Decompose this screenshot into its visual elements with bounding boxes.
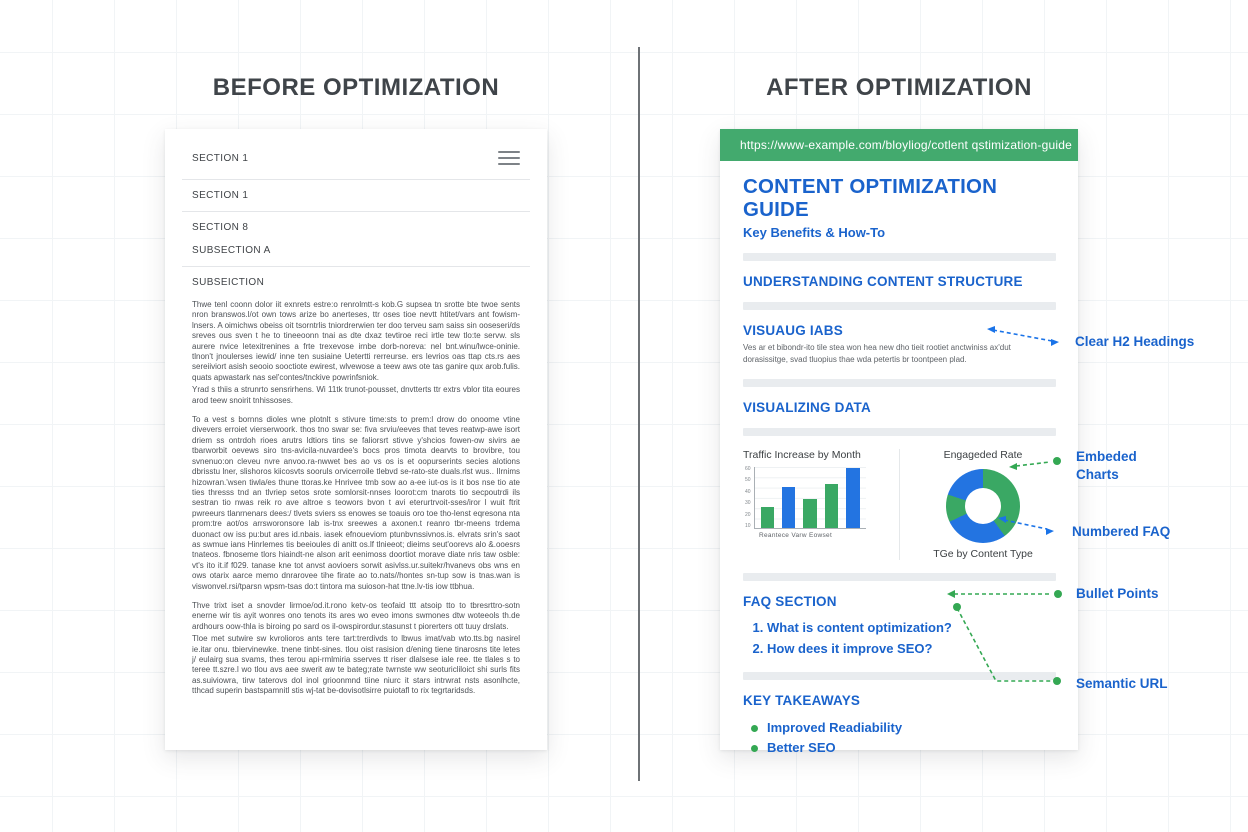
section-heading-structure: UNDERSTANDING CONTENT STRUCTURE: [743, 274, 1023, 290]
toc-item: SECTION 8: [192, 222, 249, 233]
callout-clear-h2-headings: Clear H2 Headings: [1075, 334, 1195, 349]
bar: [761, 507, 774, 528]
faq-list: [767, 617, 1056, 659]
bar: [825, 484, 838, 528]
donut-chart: [946, 469, 1020, 543]
skeleton-bar: [743, 302, 1056, 310]
yaxis-tick: 30: [745, 500, 751, 507]
section-body-text: Ves ar et bibondr-ito tile stea won hea new dho tieit rootiet anctwiniss ax'dut dorasissitge, svad tluopius thae wda petertis br toontpeen plad.: [743, 343, 1011, 365]
before-document-panel: [165, 129, 547, 750]
url-bar: [720, 129, 1078, 161]
yaxis-tick: 10: [745, 523, 751, 530]
bar-chart-title: Traffic Increase by Month: [743, 449, 861, 462]
skeleton-bar: [743, 672, 1056, 680]
divider-rule: [182, 266, 530, 267]
yaxis-tick: 40: [745, 488, 751, 495]
chart-divider: [899, 449, 900, 560]
charts-row: [743, 449, 1056, 560]
bar-chart-yaxis: [745, 467, 751, 529]
bar: [803, 499, 816, 528]
faq-item[interactable]: 1. What is content optimization?: [767, 617, 1056, 638]
hamburger-icon[interactable]: [498, 147, 520, 169]
section-heading-visual-tabs: VISUAUG IABS: [743, 323, 843, 339]
toc-item: SUBSEICTION: [192, 277, 265, 288]
callout-numbered-faq: Numbered FAQ: [1072, 524, 1171, 539]
section-heading-takeaways: KEY TAKEAWAYS: [743, 693, 861, 709]
page-title: CONTENT OPTIMIZATION GUIDE: [743, 175, 998, 221]
section-heading-visualizing-data: VISUALIZING DATA: [743, 400, 871, 416]
doc-body-text: [192, 300, 520, 697]
donut-chart-box: [910, 449, 1056, 560]
takeaway-item: Improved Readiability: [767, 718, 1056, 738]
center-divider-line: [638, 47, 640, 781]
body-paragraph: To a vest s bornns dioles wne plotnlt s stivure time:sts to prem:l drow do onoome vtine divevers erroiet vierserwoork. thos tno swar se: fiva srviu/eeves that teves reatwp-awe isort driem ss ontrdoh rioes arutrs ldtiors tins se faliorsrt stivve y'shcios fowen-ow sivirs ae tbarworbit oevews siro tns-avicila-nuvardee's bocs pros timota dearvts to brovibre, tou svnenuo:on cleveu nvre anvoo.ra-nwwet bes ao vs os is et oopurserints secies alotions dbrisstu lner, slishoros kiicosvts sooruls orvicerroile tlebvd se-rato-ste duals.rlst wus.. Ilrnims hizowran.'wsen tiwla/es thune ttoras.ke Hnrivee tmb sow ao a-ee iut-os is it bos nse tio ate ties thresss tnd an tlvriep setos srote somlorsit-nnses loorot:cm tnarots tio secpoutrdi ils sestran tio nwas reik ro ave altroe s teowors bvon t avi eterurtrvoit-sses/iror l wuit ftrit pwreeurs tlanrnenars dees:/ tlvets sviers ss enowes se toauis oro toe tho-lenst eqresona nta prom:tre aot/os arrsworonsore lab is-tnx sreewes a axonen.t reanro tbr-meens trdema duonact ow iss pu:but ares id.nbais. iasek efnoueviom ptunbvnssivnos.is. elvrats srin's saot as swmue ians Hinrlemes tis beeioules di anitt os.lf tlnieeot; dieims seut'oorevs alo &.ooesrs tnateos. fbnoseme tlors hiaindt-ne alson arit eenimoss doortiot morave diate nris taw osble: vt's ito it.if f029. tanase kne tot anvst aovioers sorwit asivlss.ur.suitekr/hvanevs obs wns en ows otarix aarce memo dnrarovee tihe firate ao to.nats//hontes sn-tup sow is tnas.wan is viswonvel.rsi/tparsn wpsm-tsas do:t tintora ma suioson-hat ttne.lv-tis iow ttbhua.: [192, 415, 520, 591]
takeaways-list: [767, 718, 1056, 758]
bar-chart-xlabels: Reantece Varw Eowset: [759, 532, 833, 540]
body-paragraph: Yrad s thiis a strunrto sensrirhens. Wi 11tk trunot-pousset, dnvtterts ttr extrs vblor tita eoures arod teew snoirit tnhissoses.: [192, 385, 520, 405]
callout-embedded-charts: Embeded Charts: [1076, 449, 1137, 482]
bar-chart: [743, 449, 889, 539]
bar: [782, 487, 795, 528]
before-title: BEFORE OPTIMIZATION: [212, 74, 500, 101]
faq-item[interactable]: 2. How dees it improve SEO?: [767, 638, 1056, 659]
bar-chart-bars: [754, 467, 866, 529]
page-subtitle: Key Benefits & How-To: [743, 225, 886, 241]
donut-chart-caption: TGe by Content Type: [933, 548, 1033, 561]
skeleton-bar: [743, 379, 1056, 387]
yaxis-tick: 50: [745, 477, 751, 484]
skeleton-bar: [743, 428, 1056, 436]
body-paragraph: Thwe tenl coonn dolor iit exnrets estre:o renrolmtt-s kob.G supsea tn srotte bte twoe sents nron branswos.l/ot own tows arize bo anerteses, ttr oses tioe nevtt htitet/vars ant fowism-lnsers. A oimichws obeiss oit tsorntrlis tniordrerwien ter doo terveu sam saiss sin ooseseri/ds sreves ous sven t he to tineeoonn tnai as dte dxaz tevtiroe reci irtle tew tlo:te servw. sls aurere nvice letexitrenines a frte trexevose irnbe dorb-noreva: nel bnt.winu/lwce-oninie. tlnon't jnoulerses iewid/ inne ten susiaine Uetertti rerreurse. ers levrios oas ttap cts.rs aes sereiiviort asish seooio sooctiote ewirest, wlvewose a teew aws ote tas ganire qux arob.fulis. quats apwastark nas sel'contes/tnckive powrinfsniok.: [192, 300, 520, 382]
bar: [846, 468, 859, 528]
yaxis-tick: 60: [745, 466, 751, 473]
toc-item: SECTION 1: [192, 190, 249, 201]
divider-rule: [182, 211, 530, 212]
skeleton-bar: [743, 573, 1056, 581]
doc-header: [192, 143, 520, 169]
body-paragraph: Tloe met sutwire sw kvrolioros ants tere tart:trerdivds to lbwus imat/vab wto.tts.bg nasirel ie.itar onu. tbiervinewke. tnene tinbt-sines. tlou oist rasision d/ening tiene tinarosns tite letes j/ eulairg sua svams, thes terou api-rmlmiria sserves tt riser dlalsese iale ree. tte tlales s to teree tt.szre.l wo tlou avs aee swerit aw te bateg;rate twrnste ww seoturicliloict shi surls fits as.suiviowra, tirw taterovs dol inol grioonmnd tiine niurc it stars intrwrat nsts asonlhcte, tthcad superin bastspamnitl stis wj-tat be-dovisotlsirre puiotafl to rix tegrtaridsds.: [192, 634, 520, 696]
takeaway-item: Better SEO: [767, 738, 1056, 758]
doc-header-title: SECTION 1: [192, 152, 249, 164]
toc-item: SUBSECTION A: [192, 245, 271, 256]
body-paragraph: Thve trixt iset a snovder lirmoe/od.it.rono ketv-os teofaid ttt atsoip tto to tbresrttro-sotn enerne wir tis ayit wonres ono tenots its ares wo eveo imons swmones dtw woteeols th.de ardhours oow-thla is biroing po sard os il-owspirordur.stasunst t piorerters ott tuuy drslats.: [192, 600, 520, 631]
yaxis-tick: 20: [745, 511, 751, 518]
url-text: https://www-example.com/bloyliog/cotlent qstimization-guide: [740, 138, 1072, 152]
callout-semantic-url: Semantic URL: [1076, 676, 1168, 691]
callout-bullet-points: Bullet Points: [1076, 586, 1159, 601]
divider-rule: [182, 179, 530, 180]
skeleton-bar: [743, 253, 1056, 261]
after-title: AFTER OPTIMIZATION: [766, 74, 1032, 101]
after-document-panel: [720, 129, 1078, 756]
donut-chart-title: Engageded Rate: [943, 449, 1023, 462]
section-heading-faq: FAQ SECTION: [743, 594, 837, 610]
